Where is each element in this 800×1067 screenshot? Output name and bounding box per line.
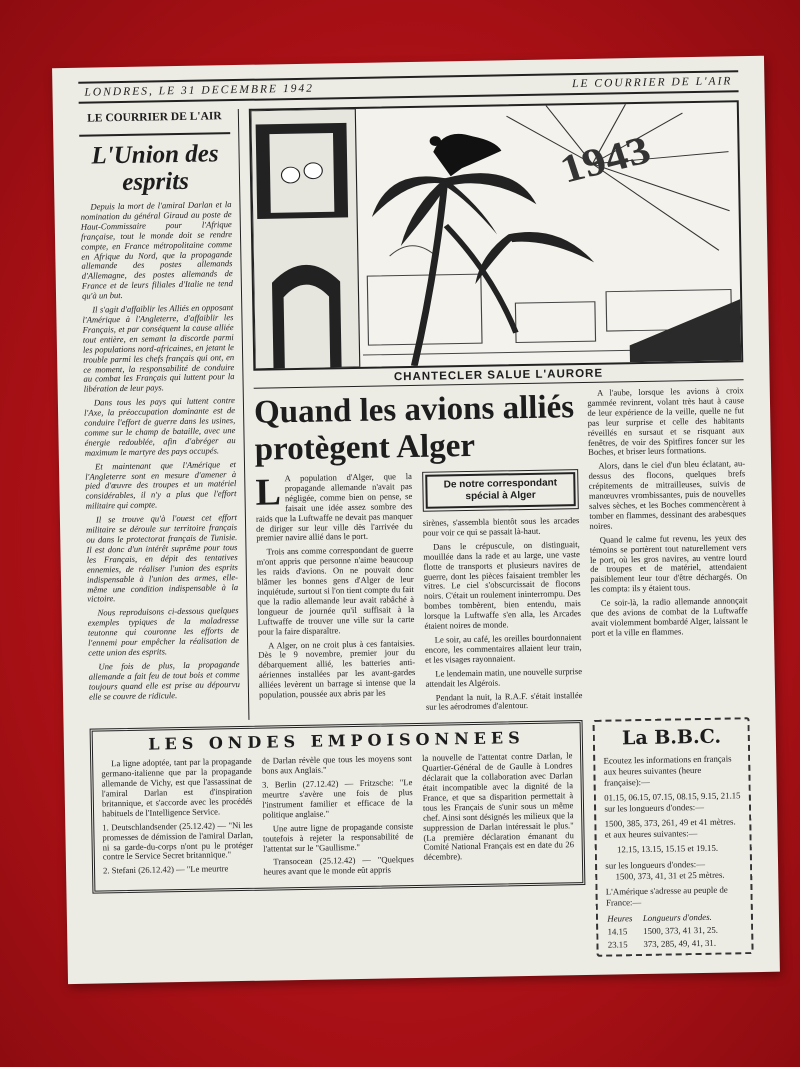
bbc-intro: Ecoutez les informations en français aux heures suivantes (heure française):—: [603, 753, 732, 788]
bbc-waves-label: sur les longueurs d'ondes:—: [605, 859, 706, 871]
ondes-column-1: La ligne adoptée, tant par la propagande germano-italienne que par la propagande allemande de Vichy, est que l'assassinat de l'amiral Darlan est d'inspiration britannique, et s'accorde avec les procédés habituels de l'Intelligence Service. 1. Deutschlandsender (25.12.42) — "Ni les promesses de démission de l'amiral Darlan, ni sa garde-du-corps n'ont pu le protéger contre le Service Secret britannique." 2. Stefani (26.12.42) — "Le meurtre: [101, 756, 254, 876]
bbc-waves-1: 1500, 385, 373, 261, 49 et 41 mètres. et aux heures suivantes:—: [604, 816, 736, 840]
article-column-2-text: sirènes, s'assembla bientôt sous les arcades pour voir ce qui se passait là-haut. Dans le crépuscule, on distinguait, mouillée dans la rade et au large, une vaste flotte de transports et plusieurs navires de guerre, dont les pièces faisaient trembler les vitres. Le ciel s'obscurcissait de flocons noirs. C'était un roulement ininterrompu. Des bombes tombèrent, bien entendu, mais lorsque la Luftwaffe s'en alla, les Arcades étaient noires de monde. Le soir, au café, les oreilles bourdonnaient encore, les commentaires allaient leur train, et les visages rayonnaient. Le lendemain matin, une nouvelle surprise attendait les Algérois. Pendant la nuit, la R.A.F. s'était installée sur les aérodromes d'alentour.: [422, 515, 583, 713]
bbc-title: La B.B.C.: [621, 725, 722, 750]
header-masthead: LE COURRIER DE L'AIR: [571, 75, 733, 91]
illustration-caption: CHANTECLER SALUE L'AURORE: [253, 362, 743, 389]
ondes-title: LES ONDES EMPOISONNEES: [148, 728, 525, 754]
bbc-schedule-box: [593, 717, 754, 957]
bbc-waves-2: 1500, 373, 41, 31 et 25 mètres.: [615, 869, 725, 882]
newspaper-page: [52, 56, 780, 985]
article-column-3: A l'aube, lorsque les avions à croix gammée revinrent, volant très haut à cause de leur expérience de la veille, quelle ne fut pas leur surprise et celle des habitants réveillés en sursaut et se risquant aux fenêtres, de voir des Spitfires foncer sur les Boches, et briser leurs formations. Alors, dans le ciel d'un bleu éclatant, au-dessus des flocons, quelques brefs crépitements de mitrailleuses, suivis de manœuvres vrombissantes, puis de nouvelles salves sèches, et les Boches commencèrent à tomber en flammes, dessinant des arabesques noires. Quand le calme fut revenu, les yeux des témoins se portèrent tout naturellement vers le port, où les gros navires, au ventre lourd de troupes et de matériel, attendaient paisiblement leur tour d'être déchargés. On les compta: ils y étaient tous. Ce soir-là, la radio allemande annonçait que des avions de combat de la Luftwaffe avait violemment bombardé Alger, laissant le port et la ville en flammes.: [587, 385, 748, 638]
bbc-america-table: [606, 911, 743, 951]
article-column-1: L A population d'Alger, que la propagande allemande n'avait pas négligée, comme bien on pense, se faisait une idée assez sombre des raids que la Luftwaffe ne devait pas manquer de diriger sur leur ville dès l'arrivée du premier navire allié dans le port. Trois ans comme correspondant de guerre m'ont appris que personne n'aime beaucoup les raids d'avions. On ne pouvait donc blâmer les bonnes gens d'Alger de leur inquiétude, surtout si l'on tient compte du fait que la radio allemande leur avait rabâché à longueur de journée qu'il suffisait à la Luftwaffe de trouver une ville sur la carte pour la faire disparaître. A Alger, on ne croit plus à ces fantaisies. Dès le 9 novembre, premier jour du débarquement allié, les batteries anti-aériennes installées par les avant-gardes alliées levèrent un barrage si intense que la population, poussée aux abris par les: [255, 470, 416, 700]
bbc-times-2: 12.15, 13.15, 15.15 et 19.15.: [617, 843, 719, 855]
ondes-column-2: de Darlan révèle que tous les moyens sont bons aux Anglais." 3. Berlin (27.12.42) — Fritzsche: "Le meurtre s'avère une fois de plus l'instrument familier et efficace de la politique anglaise." Une autre ligne de propagande consiste toutefois à rejeter la responsabilité de l'attentat sur le "Gaullisme." Transocean (25.12.42) — "Quelques heures avant que le monde eût appris: [261, 753, 414, 878]
bbc-table-header: Longueurs d'ondes.: [642, 912, 712, 924]
article-headline: Quand les avions alliés protègent Alger: [253, 389, 575, 468]
bbc-table-header: Heures: [607, 913, 633, 925]
bbc-america: L'Amérique s'adresse au peuple de France:—: [605, 884, 728, 908]
dateline: LONDRES, LE 31 DECEMBRE 1942: [84, 82, 315, 99]
page-grid: [79, 100, 754, 966]
editorial-body: Depuis la mort de l'amiral Darlan et la nomination du général Giraud au poste de Haut-Commissaire pour l'Afrique française, tout le monde doit se rendre compte, en France métropolitaine comme en Afrique du Nord, que la propagande allemande des postes allemands d'Allemagne, des postes allemands de France et de leurs filiales d'Italie ne tend qu'à un but. Il s'agit d'affaiblir les Alliés en opposant l'Amérique à l'Angleterre, d'affaiblir les Français, et par conséquent la cause alliée tout entière, en semant la discorde parmi les populations nord-africaines, en jetant le trouble parmi les chefs français qui ont, en ce moment, la responsabilité de conduire au combat les Français qui luttent pour la libération de leur pays. Dans tous les pays qui luttent contre l'Axe, la préoccupation dominante est de conduire l'effort de guerre dans les usines, comme sur le champ de bataille, avec une énergie redoublée, afin d'abréger au maximum le martyre des pays occupés. Et maintenant que l'Amérique et l'Angleterre sont en mesure d'amener à pied d'œuvre des troupes et un matériel considérables, il n'y a plus que l'effort militaire qui compte. Il se trouve qu'à l'ouest cet effort militaire se déroule sur territoire français ou dans le protectorat français de Tunisie. Il est donc d'un intérêt suprême pour tous les Français, en dépit des tentatives ennemies, de réaliser l'union des esprits indispensable à l'union des armes, elle-même une condition indispensable à la victoire. Nous reproduisons ci-dessous quelques exemples typiques de la maladresse teutonne qui couronne les efforts de l'ennemi pour empêcher la réalisation de cette union des esprits. Une fois de plus, la propagande allemande a fait feu de tout bois et comme toujours quand elle est prise au dépourvu elle se couvre de ridicule.: [80, 199, 240, 702]
cartoon-illustration: [249, 100, 743, 371]
article-column-2: [422, 469, 583, 717]
illustration-block: [249, 100, 744, 389]
bbc-table-cell: 1500, 373, 41 31, 25.: [643, 924, 719, 937]
bbc-table-cell: 14.15: [607, 926, 628, 937]
ondes-empoisonnees-box: [90, 720, 586, 894]
ondes-columns: [101, 752, 574, 885]
drop-cap: L: [255, 471, 282, 514]
left-masthead: LE COURRIER DE L'AIR: [87, 110, 222, 125]
bbc-table-cell: 373, 285, 49, 41, 31.: [643, 937, 717, 949]
editorial-title: L'Union des esprits: [91, 140, 219, 197]
left-rule: [79, 132, 230, 137]
left-column: [79, 109, 250, 723]
bbc-times-1: 01.15, 06.15, 07.15, 08.15, 9.15, 21.15 sur les longueurs d'ondes:—: [604, 790, 741, 814]
rooster-palm-cartoon: [251, 102, 741, 368]
bbc-table-cell: 23.15: [607, 938, 628, 950]
header-bar: [78, 70, 738, 104]
byline-box: De notre correspondant spécial à Alger: [425, 472, 576, 509]
ondes-column-3: la nouvelle de l'attentat contre Darlan, le Quartier-Général de de Gaulle à Londres déclarait que la collaboration avec Darlan était incompatible avec la dignité de la France, et que sa disparition permettait à tous les Français de s'unir sous un même chef. Ainsi sont désignés les milieux que la suppression de Darlan intéressait le plus." (La première déclaration émanant du Comité National Français est en date du 26 décembre).: [421, 750, 575, 863]
year-1943: 1943: [554, 128, 656, 192]
